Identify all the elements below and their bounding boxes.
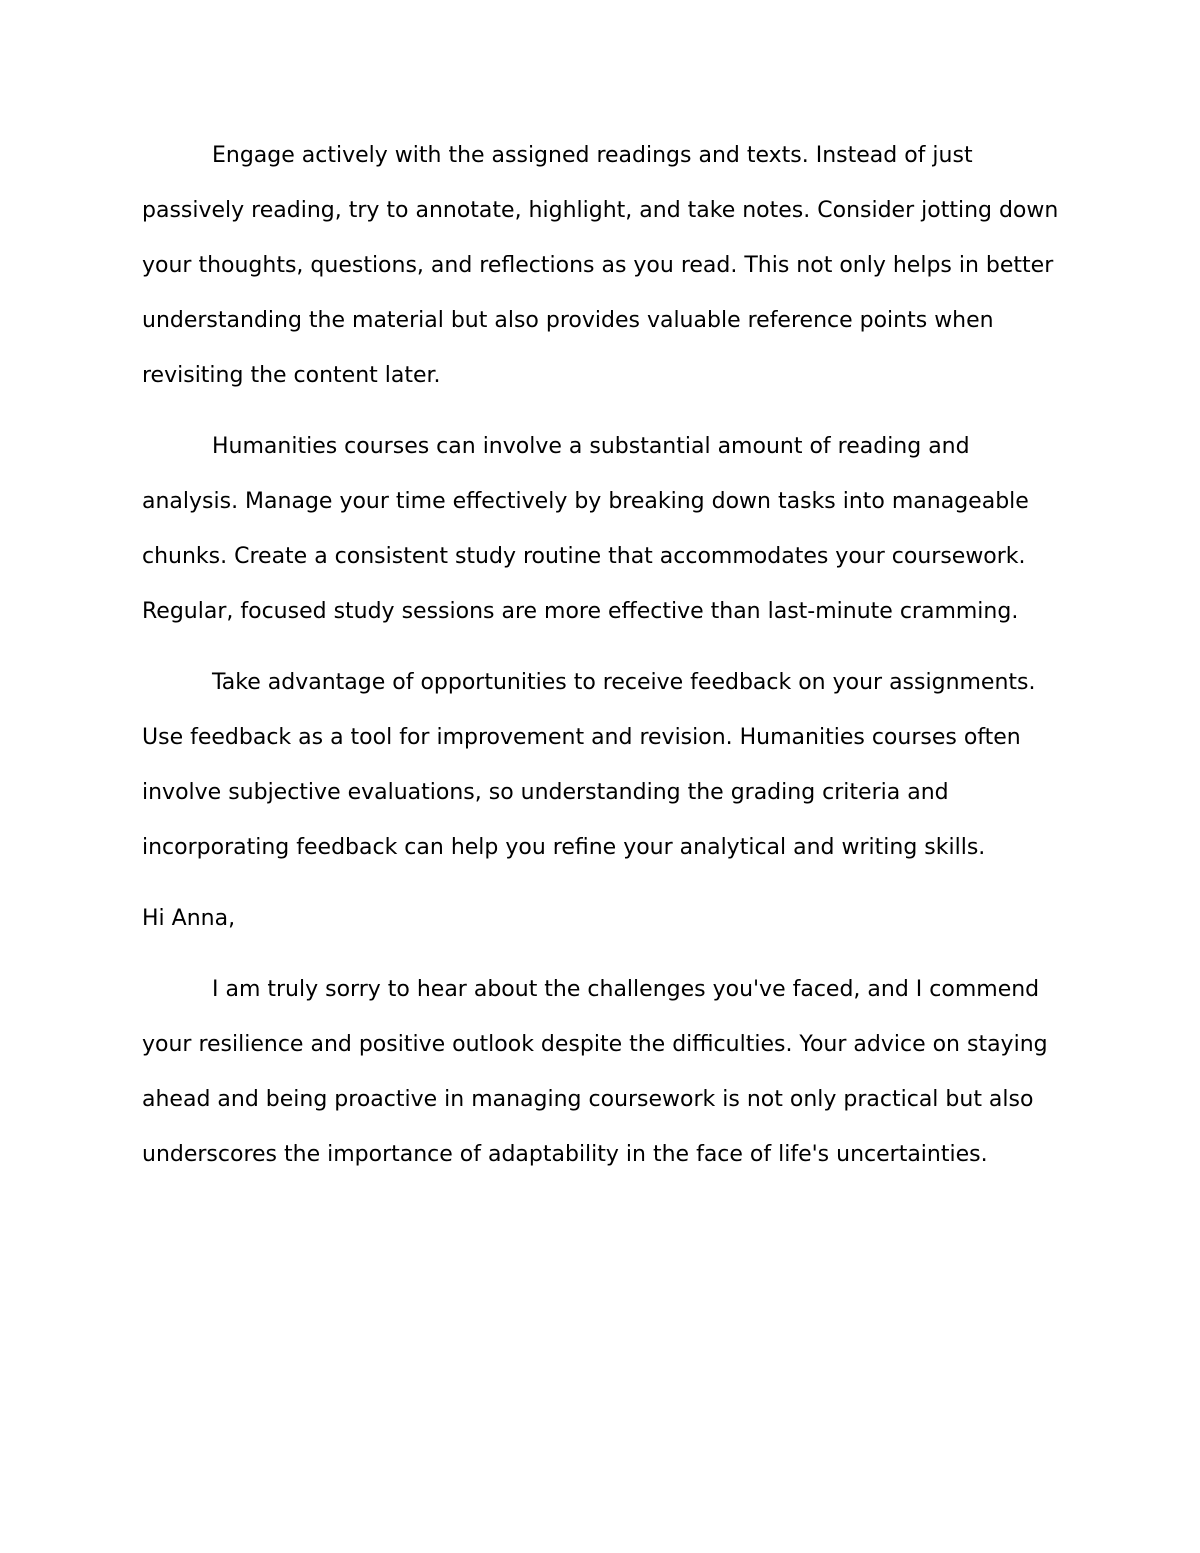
document-body <box>142 128 1062 1198</box>
paragraph-reply: I am truly sorry to hear about the challenges you've faced, and I commend your resilience and positive outlook despite the difficulties. Your advice on staying ahead and being proactive in managing coursework is not only practical but also underscores the importance of adaptability in the face of life's uncertainties. <box>142 977 1048 1167</box>
salutation: Hi Anna, <box>142 906 236 931</box>
paragraph-reading-tips: Engage actively with the assigned readings and texts. Instead of just passively reading, try to annotate, highlight, and take notes. Consider jotting down your thoughts, questions, and reflections as you read. This not only helps in better understanding the material but also provides valuable reference points when revisiting the content later. <box>142 143 1059 388</box>
paragraph-time-management: Humanities courses can involve a substantial amount of reading and analysis. Manage your time effectively by breaking down tasks into manageable chunks. Create a consistent study routine that accommodates your coursework. Regular, focused study sessions are more effective than last-minute cramming. <box>142 434 1029 624</box>
paragraph-feedback: Take advantage of opportunities to receive feedback on your assignments. Use feedback as a tool for improvement and revision. Humanities courses often involve subjective evaluations, so understanding the grading criteria and incorporating feedback can help you refine your analytical and writing skills. <box>142 670 1036 860</box>
